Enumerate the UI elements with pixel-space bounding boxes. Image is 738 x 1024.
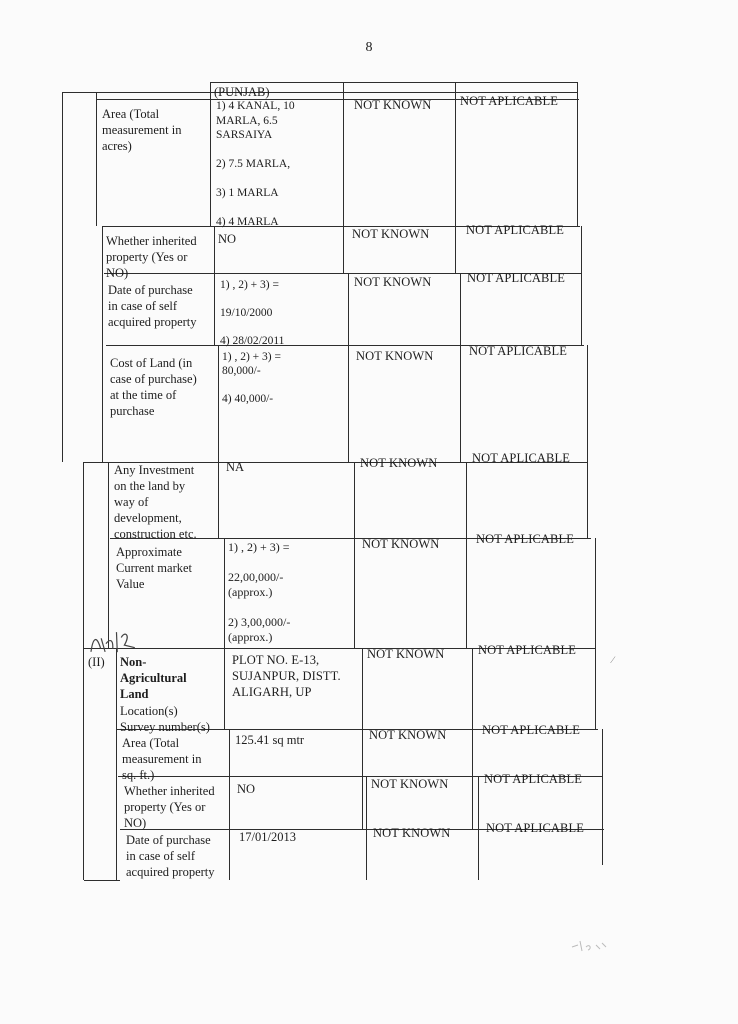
row-label: Whether inherited property (Yes or NO) <box>106 234 197 280</box>
state-label: (PUNJAB) <box>214 85 270 99</box>
col3-border <box>366 776 367 880</box>
row-label: Whether inherited property (Yes or NO) <box>124 784 215 830</box>
row-col4: NOT APLICABLE <box>486 821 584 835</box>
section-heading: Non- Agricultural Land <box>120 655 187 701</box>
label-column-border <box>96 92 97 226</box>
table-top-border <box>210 82 577 83</box>
row-col3: NOT KNOWN <box>360 456 438 470</box>
label-column-border <box>116 648 117 880</box>
row-col3: NOT KNOWN <box>352 227 430 241</box>
row-col3: NOT KNOWN <box>356 349 434 363</box>
row-value: NO <box>237 782 256 796</box>
col3-border <box>343 82 344 273</box>
value-column-border <box>210 82 211 226</box>
row-col4: NOT APLICABLE <box>467 271 565 285</box>
outer-right-border <box>595 538 596 729</box>
value-column-border <box>229 729 230 880</box>
margin-mark: ∕ <box>612 655 614 666</box>
col4-border <box>478 776 479 880</box>
label-column-border <box>102 226 103 462</box>
row-value: 125.41 sq mtr <box>235 733 305 747</box>
col3-border <box>354 462 355 648</box>
value-column-border <box>214 226 215 345</box>
col4-border <box>455 82 456 273</box>
col4-border <box>466 462 467 648</box>
row-col3: NOT KNOWN <box>367 647 445 661</box>
outer-right-border <box>587 345 588 538</box>
row-label: Date of purchase in case of self acquired property <box>126 833 215 879</box>
value-column-border <box>218 345 219 538</box>
row-col3: NOT KNOWN <box>362 537 440 551</box>
row-label: Cost of Land (in case of purchase) at the time of purchase <box>110 356 197 418</box>
row-label: Approximate Current market Value <box>116 545 193 591</box>
row-value: 1) , 2) + 3) = 19/10/2000 4) 28/02/2011 <box>220 279 285 347</box>
row-label: Any Investment on the land by way of development, construction etc. <box>114 463 197 541</box>
section-subheading: Location(s) Survey number(s) <box>120 704 210 734</box>
row-value: 1) , 2) + 3) = 22,00,000/- (approx.) 2) 3,00,000/- (approx.) <box>228 540 291 644</box>
row-value: NA <box>226 460 245 474</box>
row-col3: NOT KNOWN <box>354 98 432 112</box>
col3-border <box>348 273 349 462</box>
row-col3: NOT KNOWN <box>373 826 451 840</box>
outer-left-border <box>83 462 84 880</box>
row-value: 17/01/2013 <box>239 830 296 844</box>
row-value: PLOT NO. E-13, SUJANPUR, DISTT. ALIGARH, UP <box>232 653 341 699</box>
outer-right-border <box>577 82 578 226</box>
row-col4: NOT APLICABLE <box>482 723 580 737</box>
col4-border <box>460 273 461 462</box>
outer-left-border <box>62 92 63 462</box>
row-value: 1) , 2) + 3) = 80,000/- 4) 40,000/- <box>222 351 281 405</box>
col3-border <box>362 648 363 829</box>
row-col3: NOT KNOWN <box>371 777 449 791</box>
row-col4: NOT APLICABLE <box>472 451 570 465</box>
value-column-border <box>224 538 225 729</box>
row-col3: NOT KNOWN <box>369 728 447 742</box>
outer-right-border <box>581 226 582 345</box>
row-label: Area (Total measurement in sq. ft.) <box>122 736 202 782</box>
section-number: (II) <box>88 655 105 669</box>
row-value: NO <box>218 232 237 246</box>
row-col4: NOT APLICABLE <box>466 223 564 237</box>
label-column-border <box>108 462 109 648</box>
page-number: 8 <box>365 40 373 55</box>
row-label: Date of purchase in case of self acquired property <box>108 283 197 329</box>
row-col4: NOT APLICABLE <box>460 94 558 108</box>
faint-stamp <box>570 935 610 957</box>
row-value: 1) 4 KANAL, 10 MARLA, 6.5 SARSAIYA 2) 7.5 MARLA, 3) 1 MARLA 4) 4 MARLA <box>216 100 295 228</box>
col4-border <box>472 648 473 829</box>
row-col4: NOT APLICABLE <box>478 643 576 657</box>
row-col3: NOT KNOWN <box>354 275 432 289</box>
outer-right-border <box>602 729 603 865</box>
row-col4: NOT APLICABLE <box>476 532 574 546</box>
row-col4: NOT APLICABLE <box>469 344 567 358</box>
row-col4: NOT APLICABLE <box>484 772 582 786</box>
row-label: Area (Total measurement in acres) <box>102 107 182 153</box>
table-bottom-border <box>84 880 120 881</box>
